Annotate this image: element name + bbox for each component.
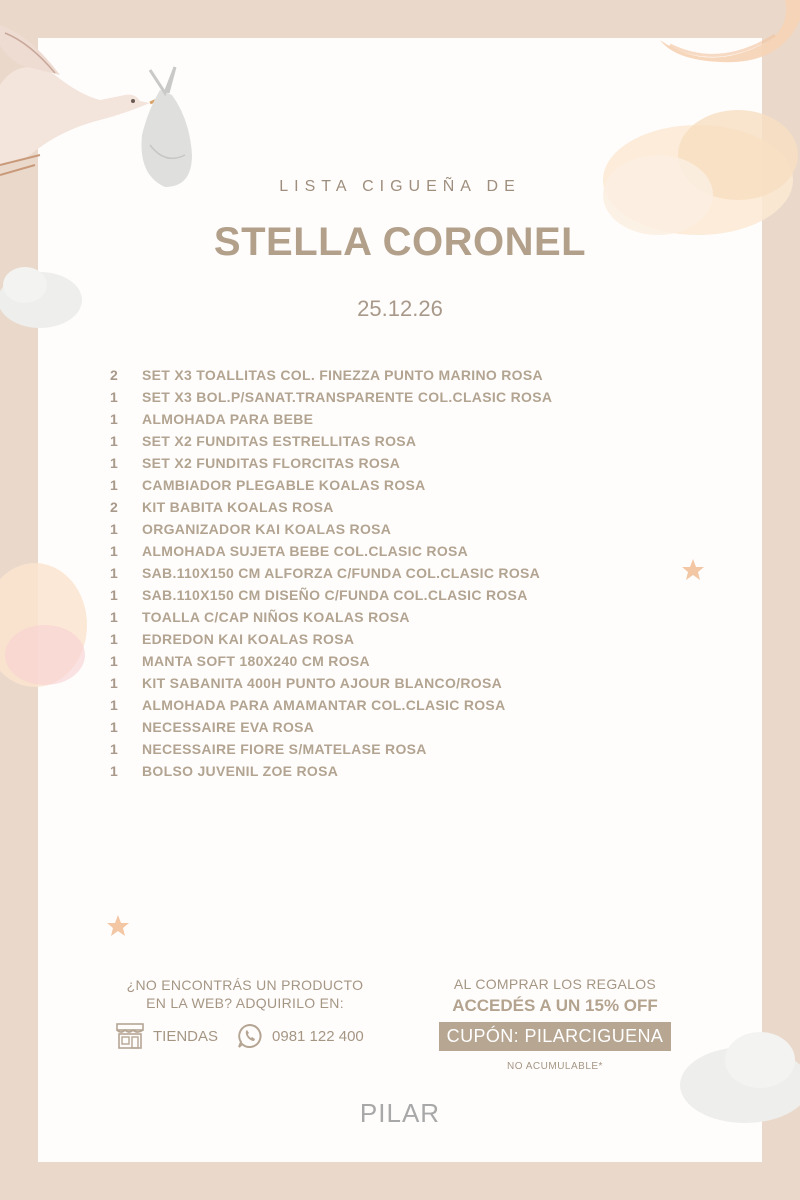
list-item	[110, 496, 670, 518]
item-quantity: 1	[110, 389, 118, 405]
brand-logo: PILAR	[359, 1098, 441, 1128]
item-quantity: 1	[110, 565, 118, 581]
item-quantity: 1	[110, 631, 118, 647]
item-quantity: 1	[110, 411, 118, 427]
item-name: SET X3 BOL.P/SANAT.TRANSPARENTE COL.CLASIC ROSA	[142, 389, 553, 405]
item-quantity: 1	[110, 433, 118, 449]
list-item	[110, 584, 670, 606]
item-quantity: 1	[110, 477, 118, 493]
item-quantity: 1	[110, 455, 118, 471]
item-name: CAMBIADOR PLEGABLE KOALAS ROSA	[142, 477, 426, 493]
page-title: STELLA CORONEL	[213, 220, 587, 264]
stores-link[interactable]: TIENDAS	[153, 1027, 219, 1045]
item-quantity: 1	[110, 521, 118, 537]
item-name: SAB.110X150 CM DISEÑO C/FUNDA COL.CLASIC ROSA	[142, 587, 528, 603]
list-item	[110, 650, 670, 672]
list-item	[110, 408, 670, 430]
item-quantity: 2	[110, 367, 118, 383]
item-quantity: 1	[110, 653, 118, 669]
list-item	[110, 606, 670, 628]
cloud-decoration	[0, 545, 90, 695]
item-name: SAB.110X150 CM ALFORZA C/FUNDA COL.CLASIC ROSA	[142, 565, 541, 581]
item-quantity: 1	[110, 697, 118, 713]
item-quantity: 1	[110, 763, 118, 779]
moon-decoration	[650, 0, 800, 70]
whatsapp-icon	[236, 1022, 264, 1050]
item-quantity: 2	[110, 499, 118, 515]
list-item	[110, 672, 670, 694]
promo-note: NO ACUMULABLE*	[507, 1061, 603, 1072]
item-name: ORGANIZADOR KAI KOALAS ROSA	[142, 521, 392, 537]
item-quantity: 1	[110, 609, 118, 625]
item-name: ALMOHADA PARA BEBE	[142, 411, 314, 427]
item-quantity: 1	[110, 543, 118, 559]
footer-info-line: EN LA WEB? ADQUIRILO EN:	[146, 995, 344, 1011]
list-item	[110, 452, 670, 474]
item-name: NECESSAIRE EVA ROSA	[142, 719, 315, 735]
list-item	[110, 760, 670, 782]
item-name: KIT BABITA KOALAS ROSA	[142, 499, 334, 515]
item-name: SET X2 FUNDITAS ESTRELLITAS ROSA	[142, 433, 417, 449]
cloud-decoration	[0, 255, 85, 335]
item-name: SET X3 TOALLITAS COL. FINEZZA PUNTO MARINO ROSA	[142, 367, 543, 383]
event-date: 25.12.26	[357, 296, 443, 321]
list-item	[110, 540, 670, 562]
item-name: KIT SABANITA 400H PUNTO AJOUR BLANCO/ROSA	[142, 675, 502, 691]
list-subtitle: LISTA CIGUEÑA DE	[279, 178, 521, 195]
item-name: BOLSO JUVENIL ZOE ROSA	[142, 763, 339, 779]
footer-info-line: ¿NO ENCONTRÁS UN PRODUCTO	[126, 977, 364, 993]
item-name: NECESSAIRE FIORE S/MATELASE ROSA	[142, 741, 427, 757]
footer-info	[100, 976, 390, 1012]
promo-line: AL COMPRAR LOS REGALOS	[453, 976, 657, 992]
coupon-badge: CUPÓN: PILARCIGUENA	[439, 1022, 672, 1051]
item-quantity: 1	[110, 587, 118, 603]
promo-block	[420, 976, 690, 1072]
list-item	[110, 518, 670, 540]
store-icon	[115, 1023, 145, 1049]
list-item	[110, 562, 670, 584]
item-name: MANTA SOFT 180X240 CM ROSA	[142, 653, 370, 669]
stork-illustration	[0, 15, 210, 195]
item-name: ALMOHADA SUJETA BEBE COL.CLASIC ROSA	[142, 543, 469, 559]
item-name: EDREDON KAI KOALAS ROSA	[142, 631, 355, 647]
gift-list	[110, 364, 670, 782]
item-name: SET X2 FUNDITAS FLORCITAS ROSA	[142, 455, 401, 471]
phone-link[interactable]: 0981 122 400	[272, 1027, 364, 1045]
star-decoration	[680, 557, 706, 583]
item-quantity: 1	[110, 675, 118, 691]
list-item	[110, 694, 670, 716]
list-item	[110, 738, 670, 760]
list-item	[110, 364, 670, 386]
item-quantity: 1	[110, 741, 118, 757]
list-item	[110, 474, 670, 496]
star-decoration	[105, 913, 131, 939]
item-name: ALMOHADA PARA AMAMANTAR COL.CLASIC ROSA	[142, 697, 506, 713]
promo-discount: ACCEDÉS A UN 15% OFF	[452, 996, 658, 1015]
list-item	[110, 430, 670, 452]
item-name: TOALLA C/CAP NIÑOS KOALAS ROSA	[142, 609, 410, 625]
list-item	[110, 628, 670, 650]
list-item	[110, 716, 670, 738]
list-item	[110, 386, 670, 408]
item-quantity: 1	[110, 719, 118, 735]
contact-row	[115, 1020, 364, 1052]
